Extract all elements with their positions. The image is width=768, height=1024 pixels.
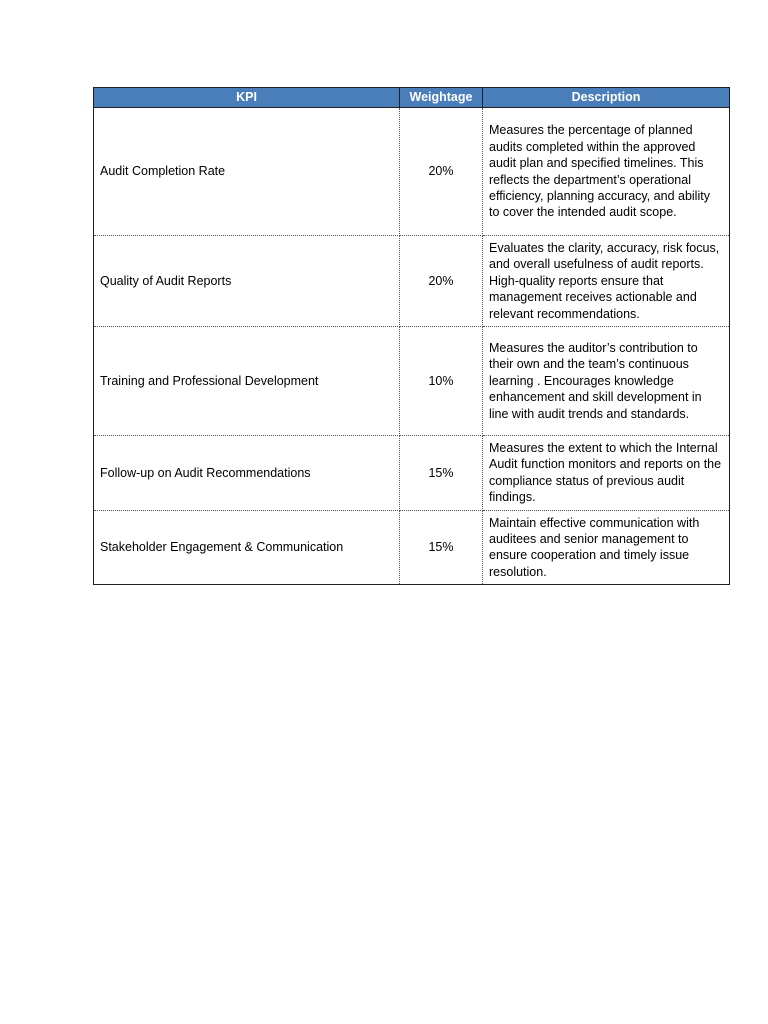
header-row (94, 88, 730, 108)
kpi-weightage: 15% (400, 436, 483, 511)
kpi-name: Audit Completion Rate (94, 108, 400, 236)
kpi-table (93, 87, 730, 585)
kpi-name: Quality of Audit Reports (94, 236, 400, 327)
kpi-weightage: 20% (400, 236, 483, 327)
kpi-description: Measures the extent to which the Internal Audit function monitors and reports on the compliance status of previous audit findings. (483, 436, 730, 511)
kpi-description: Evaluates the clarity, accuracy, risk focus, and overall usefulness of audit reports. High-quality reports ensure that management receives actionable and relevant recommendations. (483, 236, 730, 327)
kpi-weightage: 15% (400, 510, 483, 585)
kpi-weightage: 20% (400, 108, 483, 236)
header-kpi: KPI (94, 88, 400, 108)
header-description: Description (483, 88, 730, 108)
kpi-description: Measures the percentage of planned audits completed within the approved audit plan and specified timelines. This reflects the department’s operational efficiency, planning accuracy, and ability to cover the intended audit scope. (483, 108, 730, 236)
kpi-description: Measures the auditor’s contribution to their own and the team’s continuous learning . Encourages knowledge enhancement and skill development in line with audit trends and standards. (483, 327, 730, 436)
kpi-description: Maintain effective communication with auditees and senior management to ensure cooperation and timely issue resolution. (483, 510, 730, 585)
table-row (94, 510, 730, 585)
kpi-weightage: 10% (400, 327, 483, 436)
header-weightage: Weightage (400, 88, 483, 108)
table-row (94, 236, 730, 327)
table-body (94, 108, 730, 585)
kpi-name: Stakeholder Engagement & Communication (94, 510, 400, 585)
kpi-name: Training and Professional Development (94, 327, 400, 436)
kpi-name: Follow-up on Audit Recommendations (94, 436, 400, 511)
table-header (94, 88, 730, 108)
table-row (94, 108, 730, 236)
table-row (94, 436, 730, 511)
table-row (94, 327, 730, 436)
